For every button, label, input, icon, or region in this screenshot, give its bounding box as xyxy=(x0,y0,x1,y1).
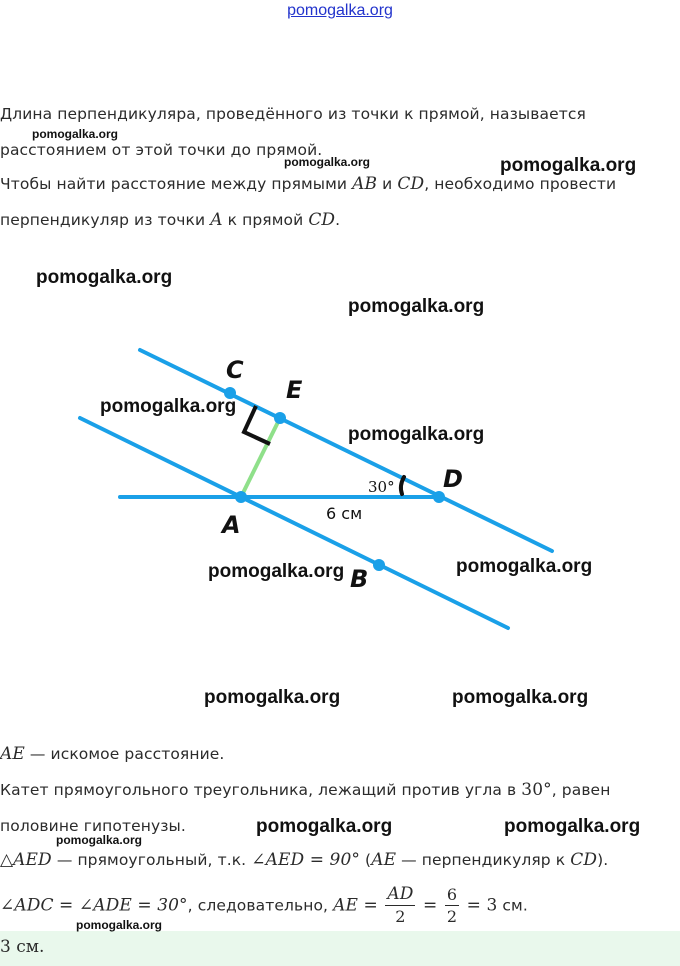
theorem-line-1 xyxy=(0,780,610,800)
watermark: pomogalka.org xyxy=(32,127,119,141)
theorem-line-2: половине гипотенузы. xyxy=(0,817,186,835)
watermark: pomogalka.org xyxy=(256,816,393,837)
angle-label: 30° xyxy=(368,478,395,496)
triangle-paren-open: ( xyxy=(360,851,372,869)
triangle-paren-close: ). xyxy=(597,851,609,869)
method-text-c: перпендикуляр из точки xyxy=(0,211,211,229)
definition-line-2: расстоянием от этой точки до прямой. xyxy=(0,141,323,159)
watermark-top-link[interactable]: pomogalka.org xyxy=(287,2,393,19)
definition-line-1: Длина перпендикуляра, проведённого из точки к прямой, называется xyxy=(0,105,586,123)
math-ae-3: AE xyxy=(333,895,358,916)
math-cd: CD xyxy=(397,174,425,194)
point-b xyxy=(373,559,385,571)
math-30deg: 30° xyxy=(521,780,552,800)
calc-result: = 3 xyxy=(461,895,498,916)
watermark: pomogalka.org xyxy=(348,424,485,445)
ae-text: — искомое расстояние. xyxy=(24,745,225,763)
watermark: pomogalka.org xyxy=(100,396,237,417)
watermark: pomogalka.org xyxy=(204,687,341,708)
method-dot: . xyxy=(335,211,341,229)
watermark: pomogalka.org xyxy=(76,918,163,932)
label-b: B xyxy=(350,565,369,593)
method-and: и xyxy=(377,175,398,193)
answer-text: 3 см. xyxy=(0,937,45,957)
method-text-b: , необходимо провести xyxy=(424,175,617,193)
watermark: pomogalka.org xyxy=(36,267,173,288)
method-text-d: к прямой xyxy=(222,211,309,229)
point-a xyxy=(235,491,247,503)
angle-arc-mark xyxy=(401,477,404,494)
calc-text-a: , следовательно, xyxy=(187,896,334,915)
math-a: A xyxy=(210,210,223,230)
theorem-text-b: , равен xyxy=(551,781,611,799)
watermark: pomogalka.org xyxy=(500,155,637,176)
math-ab: AB xyxy=(352,174,378,194)
math-ae: AE xyxy=(0,744,25,764)
answer-box xyxy=(0,931,680,966)
length-label: 6 см xyxy=(326,504,363,523)
line-ab xyxy=(80,418,508,628)
math-cd-2: CD xyxy=(308,210,336,230)
triangle-line xyxy=(0,850,608,870)
method-text-a: Чтобы найти расстояние между прямыми xyxy=(0,175,353,193)
fraction-2-numerator: 6 xyxy=(446,884,458,904)
math-angle-aed: ∠AED = 90° xyxy=(251,850,360,870)
fraction-6-over-2 xyxy=(445,884,459,926)
label-c: C xyxy=(226,356,244,384)
watermark: pomogalka.org xyxy=(56,833,143,847)
fraction-1-denominator: 2 xyxy=(395,907,406,926)
watermark: pomogalka.org xyxy=(452,687,589,708)
watermark: pomogalka.org xyxy=(284,155,371,169)
label-a: A xyxy=(222,511,241,539)
theorem-text-a: Катет прямоугольного треугольника, лежащий против угла в xyxy=(0,781,522,799)
math-angle-adc: ∠ADC = ∠ADE = 30° xyxy=(0,895,188,916)
calc-eq-sign-1: = xyxy=(357,895,384,916)
fraction-1-numerator: AD xyxy=(387,884,414,904)
calc-eq-sign-2: = xyxy=(417,895,443,916)
fraction-2-denominator: 2 xyxy=(446,906,458,926)
label-e: E xyxy=(286,376,303,404)
ae-line xyxy=(0,744,224,764)
math-cd-3: CD xyxy=(570,850,598,870)
label-d: D xyxy=(443,465,463,493)
calc-unit: см. xyxy=(497,896,528,915)
watermark: pomogalka.org xyxy=(208,561,345,582)
watermark: pomogalka.org xyxy=(456,556,593,577)
triangle-text-a: — прямоугольный, т.к. xyxy=(51,851,252,869)
math-triangle-aed: △AED xyxy=(0,850,52,870)
watermark: pomogalka.org xyxy=(348,296,485,317)
fraction-ad-over-2 xyxy=(385,886,415,925)
math-ae-2: AE xyxy=(371,850,397,870)
triangle-text-b: — перпендикуляр к xyxy=(396,851,571,869)
watermark: pomogalka.org xyxy=(504,816,641,837)
point-e xyxy=(274,412,286,424)
